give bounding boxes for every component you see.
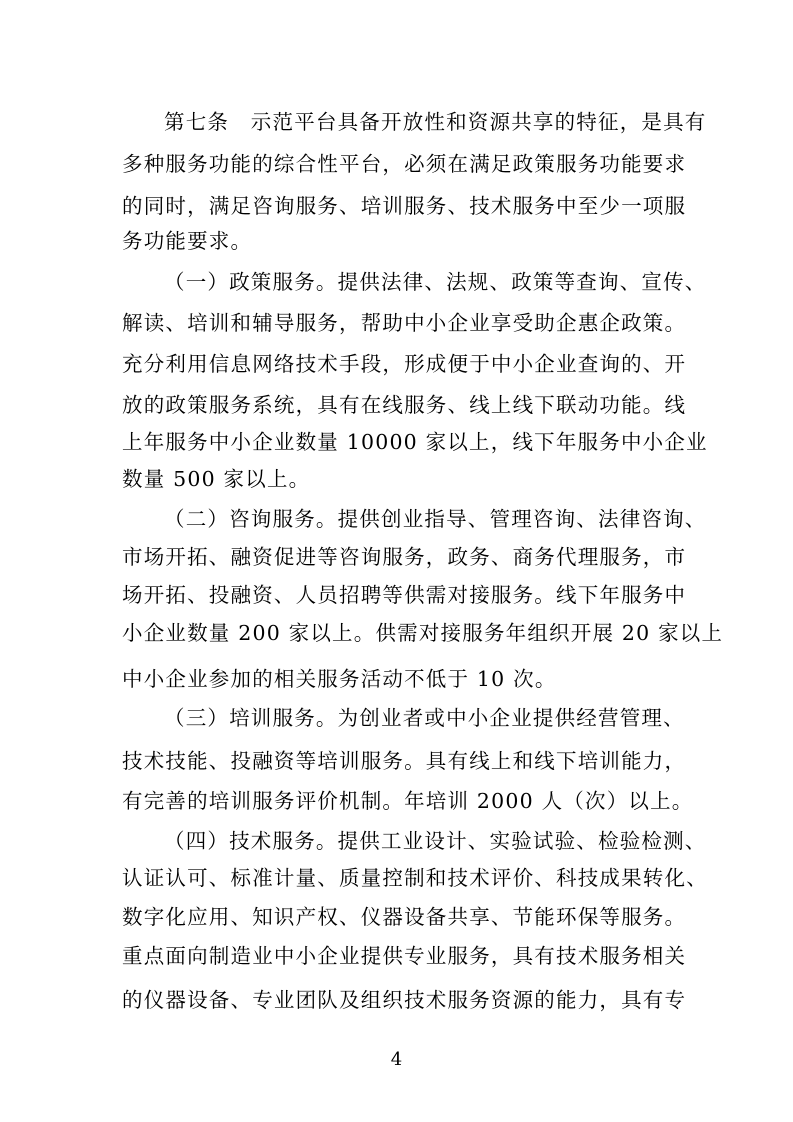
training-service-line-2: 技术技能、投融资等培训服务。具有线上和线下培训能力，	[122, 749, 687, 773]
page-number: 4	[390, 1049, 403, 1070]
policy-service-line-4: 放的政策服务系统，具有在线服务、线上线下联动功能。线	[122, 393, 687, 417]
technical-service-line-2: 认证认可、标准计量、质量控制和技术评价、科技成果转化、	[122, 866, 708, 890]
training-service-line-3: 有完善的培训服务评价机制。年培训 2000 人（次）以上。	[122, 789, 694, 813]
article-7-line-1: 第七条 示范平台具备开放性和资源共享的特征，是具有	[164, 110, 707, 134]
consulting-service-line-1: （二）咨询服务。提供创业指导、管理咨询、法律咨询、	[164, 507, 707, 531]
article-7-line-2: 多种服务功能的综合性平台，必须在满足政策服务功能要求	[122, 152, 687, 176]
technical-service-line-4: 重点面向制造业中小企业提供专业服务，具有技术服务相关	[122, 944, 687, 968]
article-7-line-4: 务功能要求。	[122, 229, 253, 253]
technical-service-line-5: 的仪器设备、专业团队及组织技术服务资源的能力，具有专	[122, 988, 687, 1012]
policy-service-line-1: （一）政策服务。提供法律、法规、政策等查询、宣传、	[164, 270, 707, 294]
training-service-line-1: （三）培训服务。为创业者或中小企业提供经营管理、	[164, 706, 685, 730]
policy-service-line-3: 充分利用信息网络技术手段，形成便于中小企业查询的、开	[122, 352, 687, 376]
article-7-line-3: 的同时，满足咨询服务、培训服务、技术服务中至少一项服	[122, 194, 687, 218]
policy-service-line-5: 上年服务中小企业数量 10000 家以上，线下年服务中小企业	[122, 430, 708, 454]
policy-service-line-6: 数量 500 家以上。	[122, 467, 311, 491]
consulting-service-line-4: 小企业数量 200 家以上。供需对接服务年组织开展 20 家以上	[122, 621, 724, 645]
policy-service-line-2: 解读、培训和辅导服务，帮助中小企业享受助企惠企政策。	[122, 311, 687, 335]
consulting-service-line-2: 市场开拓、融资促进等咨询服务，政务、商务代理服务，市	[122, 545, 687, 569]
consulting-service-line-5: 中小企业参加的相关服务活动不低于 10 次。	[122, 667, 557, 691]
technical-service-line-3: 数字化应用、知识产权、仪器设备共享、节能环保等服务。	[122, 905, 687, 929]
consulting-service-line-3: 场开拓、投融资、人员招聘等供需对接服务。线下年服务中	[122, 583, 687, 607]
technical-service-line-1: （四）技术服务。提供工业设计、实验试验、检验检测、	[164, 829, 707, 853]
